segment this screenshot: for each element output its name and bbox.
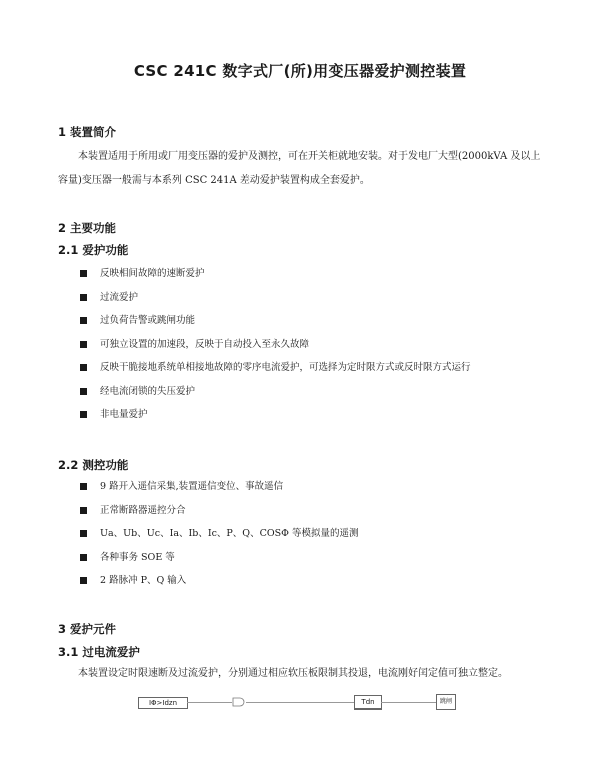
section-1-heading: 1 装置简介 xyxy=(58,125,117,139)
bullet-square-icon xyxy=(80,577,87,584)
diagram-wire xyxy=(381,702,436,703)
list-item: 非电量爱护 xyxy=(80,408,560,432)
list-item: 反映干脆接地系统单相接地故障的零序电流爱护，可选择为定时限方式或反时限方式运行 xyxy=(80,361,560,385)
section-3-heading: 3 爱护元件 xyxy=(58,622,117,636)
list-item: Ua、Ub、Uc、Ia、Ib、Ic、P、Q、COSΦ 等模拟量的遥测 xyxy=(80,527,560,551)
section-2-1-heading: 2.1 爱护功能 xyxy=(58,243,129,257)
list-item: 9 路开入遥信采集,装置遥信变位、事故遥信 xyxy=(80,480,560,504)
measurement-control-list xyxy=(80,480,560,598)
section-2-2-heading: 2.2 测控功能 xyxy=(58,458,129,472)
bullet-square-icon xyxy=(80,294,87,301)
list-item: 反映相间故障的速断爱护 xyxy=(80,267,560,291)
diagram-wire xyxy=(187,702,232,703)
bullet-square-icon xyxy=(80,270,87,277)
list-item: 经电流闭锁的失压爱护 xyxy=(80,385,560,409)
list-item: 可独立设置的加速段，反映于自动投入至永久故障 xyxy=(80,338,560,362)
list-item: 2 路脉冲 P、Q 输入 xyxy=(80,574,560,598)
section-3-1-paragraph: 本装置设定时限速断及过流爱护，分别通过相应软压板限制其投退，电流刚好闰定值可独立整定。 xyxy=(78,668,508,679)
protection-function-list xyxy=(80,267,560,432)
bullet-square-icon xyxy=(80,507,87,514)
bullet-square-icon xyxy=(80,554,87,561)
section-1-paragraph: 本装置适用于所用或厂用变压器的爱护及测控，可在开关柜就地安装。对于发电厂大型(2000kVA 及以上容量)变压器一般需与本系列 CSC 241A 差动爱护装置构成全套爱护。 xyxy=(58,151,541,186)
list-item: 各种事务 SOE 等 xyxy=(80,551,560,575)
overcurrent-logic-diagram xyxy=(138,692,458,714)
bullet-square-icon xyxy=(80,483,87,490)
bullet-square-icon xyxy=(80,317,87,324)
diagram-wire xyxy=(246,702,354,703)
bullet-square-icon xyxy=(80,411,87,418)
document-title: CSC 241C 数字式厂(所)用变压器爱护测控装置 xyxy=(133,62,467,80)
list-item: 过流爱护 xyxy=(80,291,560,315)
diagram-trip-box: 跳闸 xyxy=(436,694,456,710)
section-2-heading: 2 主要功能 xyxy=(58,221,117,235)
diagram-input-box: IΦ>Idzn xyxy=(138,697,188,709)
section-3-1-heading: 3.1 过电流爱护 xyxy=(58,645,140,659)
diagram-timer-box: Tdn xyxy=(354,695,382,710)
bullet-square-icon xyxy=(80,388,87,395)
bullet-square-icon xyxy=(80,530,87,537)
list-item: 正常断路器遥控分合 xyxy=(80,504,560,528)
bullet-square-icon xyxy=(80,341,87,348)
list-item: 过负荷告警或跳闸功能 xyxy=(80,314,560,338)
bullet-square-icon xyxy=(80,364,87,371)
diagram-gate-icon xyxy=(232,697,246,707)
